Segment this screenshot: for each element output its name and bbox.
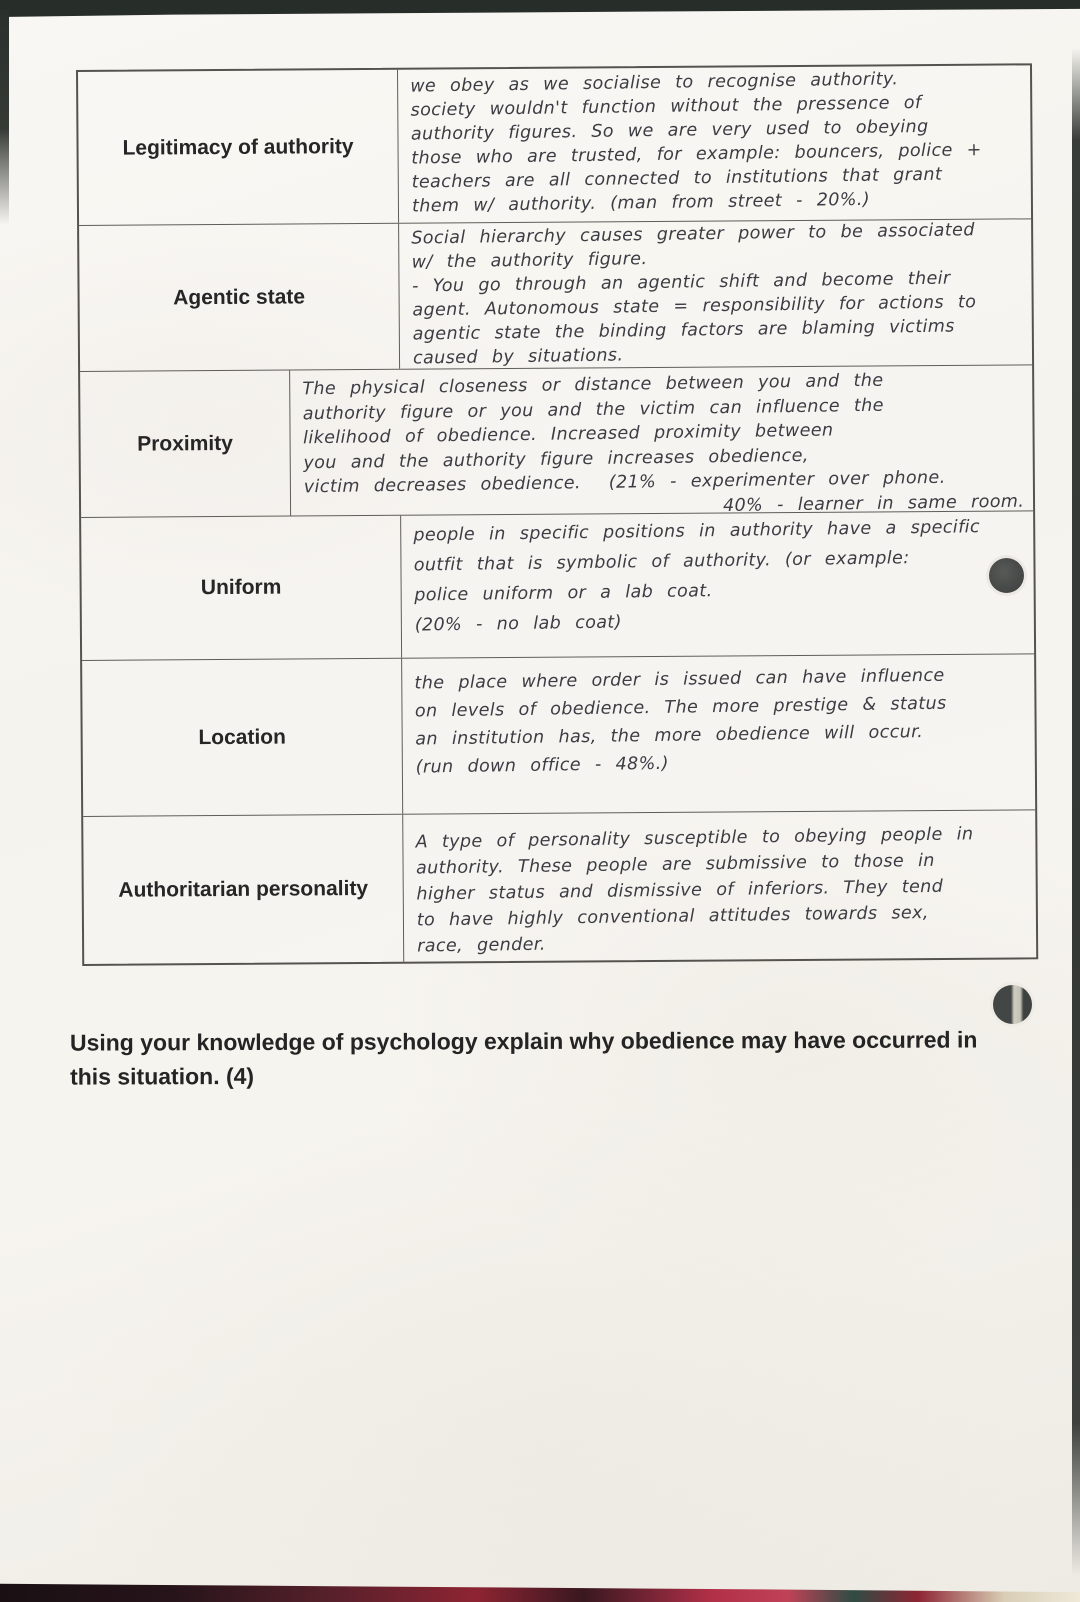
handwritten-note-line: - You go through an agentic shift and become their [411,268,951,297]
handwritten-note-line: them w/ authority. (man from street - 20%.) [411,189,871,217]
handwritten-note-line: authority. These people are submissive to those in [415,850,935,879]
handwritten-note-line: authority figures. So we are very used to obeying [410,116,929,145]
table-row [80,364,1033,522]
table-row [78,65,1031,225]
hole-punch-icon [989,558,1024,593]
table-row [81,510,1034,660]
handwritten-note-line: agent. Autonomous state = responsibility for actions to [412,292,977,321]
handwritten-note-line: teachers are all connected to institutions that grant [411,164,943,193]
handwritten-note-line: The physical closeness or distance between you and the [302,370,884,400]
handwritten-note-line: likelihood of obedience. Increased proximity between [302,420,834,449]
handwritten-note-line: 40% - learner in same room. [303,491,1025,522]
handwritten-note-line: on levels of obedience. The more prestige & status [414,693,947,722]
handwritten-note-line: caused by situations. [412,345,624,369]
handwritten-note-line: agentic state the binding factors are blaming victims [412,316,955,345]
handwritten-note-line: Social hierarchy causes greater power to be associated [411,220,975,249]
handwritten-note-line: society wouldn't function without the pressence of [410,92,922,121]
scan-edge-bottom [0,1576,1080,1602]
handwritten-note-line: an institution has, the more obedience will occur. [415,722,924,750]
handwritten-note-line: to have highly conventional attitudes towards sex, [416,902,929,931]
handwritten-notes [402,649,1036,813]
scan-edge-top [0,0,1080,17]
term-label: Proximity [80,371,291,517]
handwritten-note-line: A type of personality susceptible to obeying people in [415,824,974,853]
handwritten-note-line: the place where order is issued can have influence [414,665,945,694]
handwritten-notes [398,60,1032,222]
handwritten-notes [401,506,1035,657]
exam-question: Using your knowledge of psychology explain why obedience may have occurred in this situation. (4) [69,1026,978,1090]
term-label: Uniform [81,516,402,660]
hole-punch-icon [993,985,1032,1024]
handwritten-note-line: higher status and dismissive of inferiors. They tend [416,876,944,905]
handwritten-note-line: police uniform or a lab coat. [414,581,713,606]
scan-edge-right [1072,48,1080,1576]
table-row [79,218,1032,371]
scan-edge-left [0,10,9,225]
handwritten-note-line: those who are trusted, for example: bouncers, police + [411,140,982,169]
handwritten-note-line: victim decreases obedience. (21% - experimenter over phone. [303,467,946,498]
handwritten-notes [403,805,1037,961]
handwritten-note-line: w/ the authority figure. [411,249,648,273]
term-label: Legitimacy of authority [78,70,399,225]
handwritten-note-line: (run down office - 48%.) [415,753,670,778]
term-label: Authoritarian personality [83,815,404,964]
term-label: Agentic state [79,224,400,371]
handwritten-note-line: people in specific positions in authority have a specific [413,517,981,546]
handwritten-note-line: race, gender. [417,934,546,957]
handwritten-note-line: we obey as we socialise to recognise authority. [410,69,899,97]
handwritten-notes [290,360,1034,522]
handwritten-note-line: authority figure or you and the victim can influence the [302,395,884,424]
table-row [82,653,1035,816]
handwritten-notes [399,214,1033,368]
obedience-factors-table [76,63,1038,966]
handwritten-note-line: you and the authority figure increases obedience, [303,445,809,473]
handwritten-note-line: (20% - no lab coat) [414,612,623,636]
term-label: Location [82,659,403,816]
handwritten-note-line: outfit that is symbolic of authority. (or example: [413,548,910,576]
table-row [83,809,1036,964]
